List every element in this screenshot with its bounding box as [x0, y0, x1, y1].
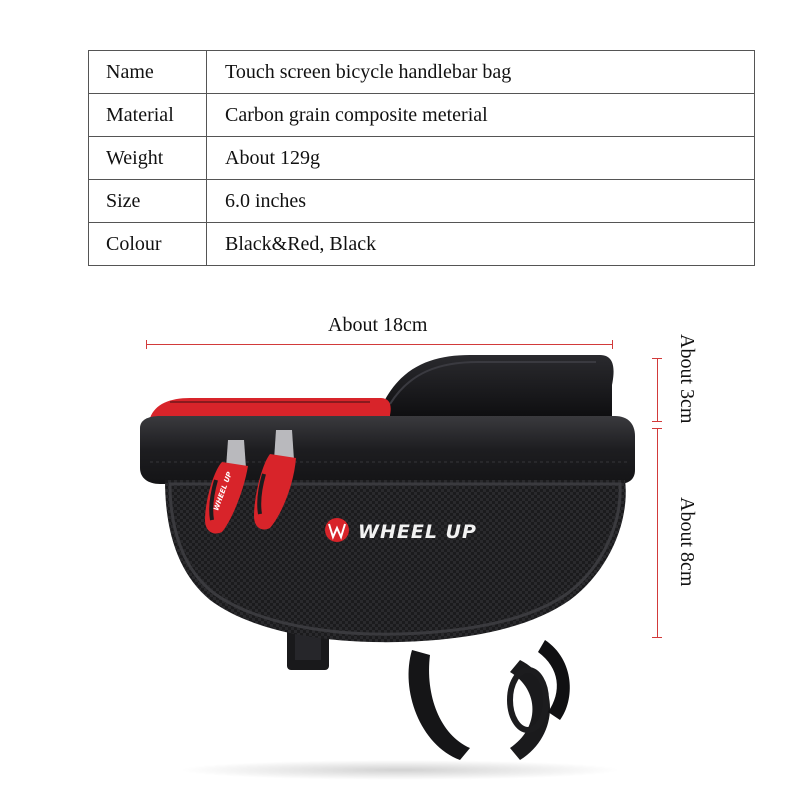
brand-logo-icon	[325, 518, 349, 542]
spec-key: Name	[89, 51, 207, 94]
height-top-dimension-line	[657, 358, 658, 422]
width-dimension-line	[146, 344, 613, 345]
spec-value: Carbon grain composite meterial	[207, 94, 755, 137]
top-band	[140, 416, 635, 484]
spec-value: Touch screen bicycle handlebar bag	[207, 51, 755, 94]
brand-name: WHEEL UP	[358, 521, 477, 543]
sun-visor	[380, 355, 614, 420]
height-bottom-dimension-label: About 8cm	[676, 497, 698, 587]
spec-key: Weight	[89, 137, 207, 180]
height-bottom-tick-top	[652, 428, 662, 429]
spec-value: 6.0 inches	[207, 180, 755, 223]
spec-key: Colour	[89, 223, 207, 266]
spec-key: Material	[89, 94, 207, 137]
height-top-tick-bottom	[652, 421, 662, 422]
spec-value: About 129g	[207, 137, 755, 180]
width-dimension-label: About 18cm	[328, 314, 428, 336]
width-dimension-tick-right	[612, 340, 613, 349]
height-bottom-dimension-line	[657, 428, 658, 638]
width-dimension-tick-left	[146, 340, 147, 349]
height-bottom-tick-bottom	[652, 637, 662, 638]
height-top-dimension-label: About 3cm	[676, 334, 698, 424]
spec-value: Black&Red, Black	[207, 223, 755, 266]
spec-key: Size	[89, 180, 207, 223]
zipper-pull-label: WHEEL UP	[212, 470, 234, 512]
height-top-tick-top	[652, 358, 662, 359]
